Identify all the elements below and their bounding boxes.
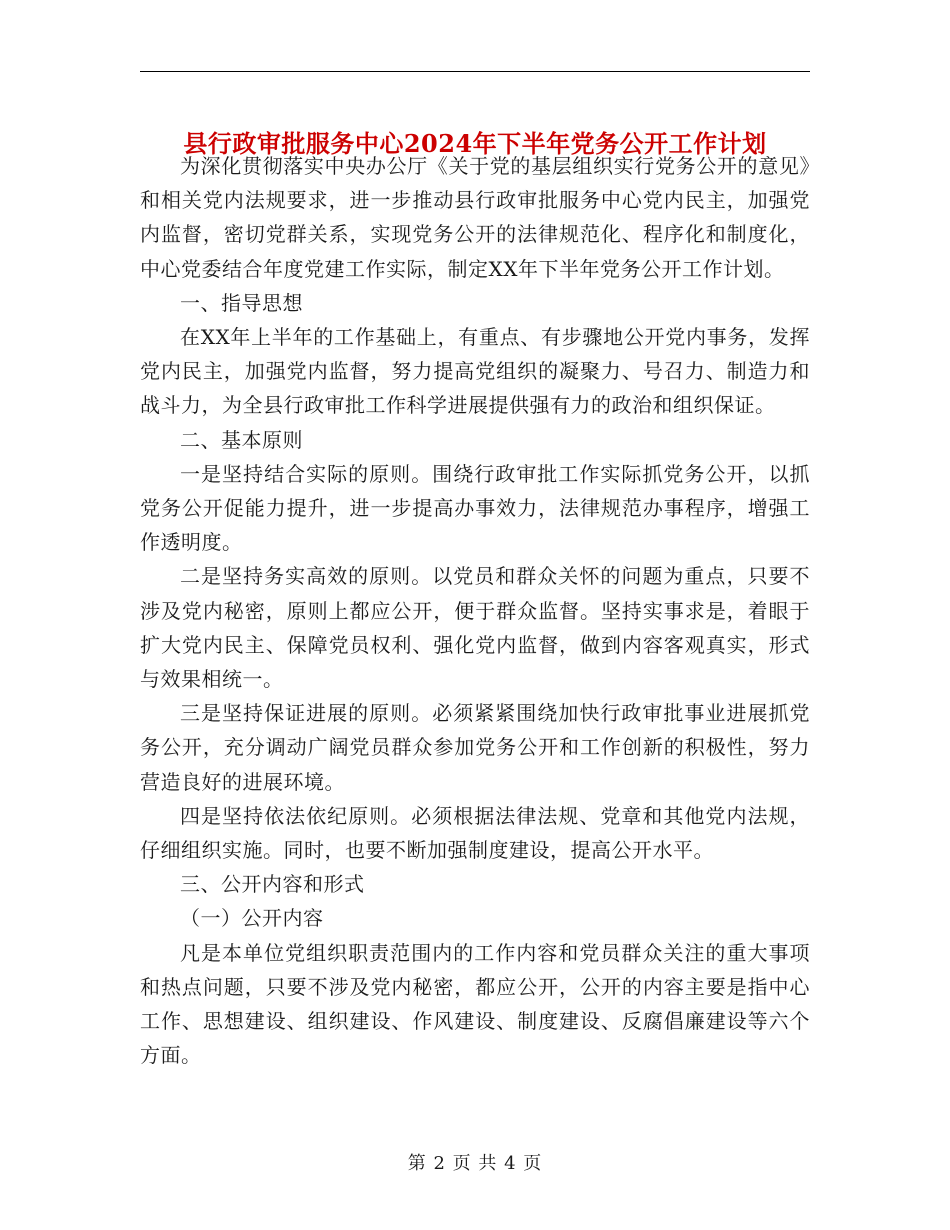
document-title: 县行政审批服务中心2024年下半年党务公开工作计划 [183,129,767,159]
principle-one-paragraph: 一是坚持结合实际的原则。围绕行政审批工作实际抓党务公开，以抓党务公开促能力提升，进一步提高办事效力，法律规范办事程序，增强工作透明度。 [140,461,810,555]
section-heading-guiding-ideology: 一、指导思想 [180,290,303,315]
principle-four-paragraph: 四是坚持依法依纪原则。必须根据法律法规、党章和其他党内法规，仔细组织实施。同时，也要不断加强制度建设，提高公开水平。 [140,803,810,863]
principle-two-paragraph: 二是坚持务实高效的原则。以党员和群众关怀的问题为重点，只要不涉及党内秘密，原则上都应公开，便于群众监督。坚持实事求是，着眼于扩大党内民主、保障党员权利、强化党内监督，做到内容客观真实，形式与效果相统一。 [140,564,810,692]
section-heading-basic-principles: 二、基本原则 [180,427,303,452]
guiding-ideology-paragraph: 在XX年上半年的工作基础上，有重点、有步骤地公开党内事务，发挥党内民主，加强党内监督，努力提高党组织的凝聚力、号召力、制造力和战斗力，为全县行政审批工作科学进展提供强有力的政治和组织保证。 [140,325,810,418]
header-rule [140,71,810,72]
content-paragraph: 凡是本单位党组织职责范围内的工作内容和党员群众关注的重大事项和热点问题，只要不涉及党内秘密，都应公开，公开的内容主要是指中心工作、思想建设、组织建设、作风建设、制度建设、反腐倡廉建设等六个方面。 [140,940,810,1068]
principle-three-paragraph: 三是坚持保证进展的原则。必须紧紧围绕加快行政审批事业进展抓党务公开，充分调动广阔党员群众参加党务公开和工作创新的积极性，努力营造良好的进展环境。 [140,701,810,794]
intro-paragraph: 为深化贯彻落实中央办公厅《关于党的基层组织实行党务公开的意见》和相关党内法规要求，进一步推动县行政审批服务中心党内民主，加强党内监督，密切党群关系，实现党务公开的法律规范化、程序化和制度化，中心党委结合年度党建工作实际，制定XX年下半年党务公开工作计划。 [140,154,810,281]
subsection-heading-content: （一）公开内容 [180,906,324,931]
section-heading-content-and-form: 三、公开内容和形式 [180,872,365,897]
page-number: 第 2 页 共 4 页 [407,1153,543,1174]
document-body [140,149,810,1072]
